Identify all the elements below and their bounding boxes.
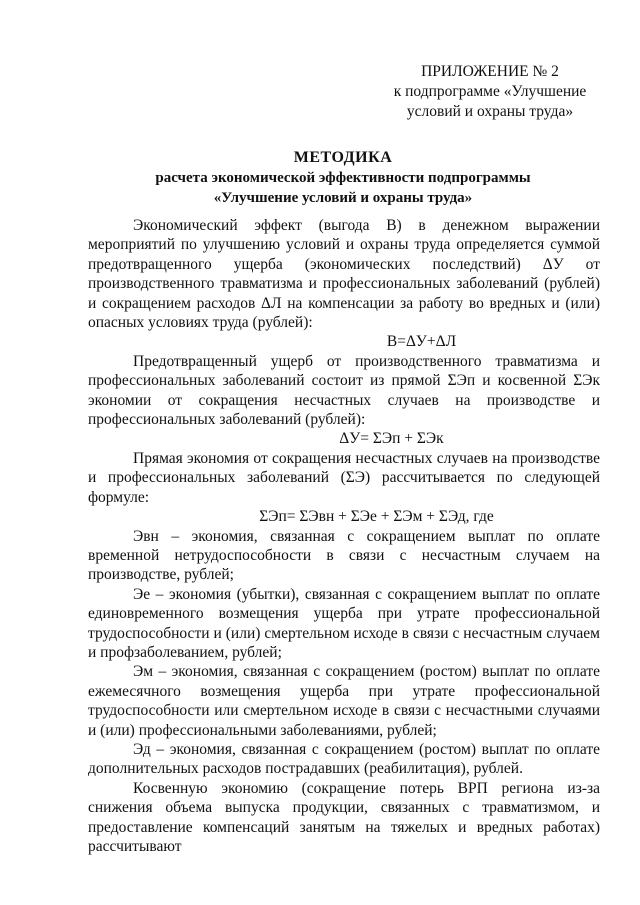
definition-ee: Эе – экономия (убытки), связанная с сокращением выплат по оплате единовременного возмещения ущерба при утрате профессиональной трудоспособности и (или) смертельном исходе в связи с несчастным случаем и профзаболеванием, рублей; (88, 585, 600, 661)
formula-prevented-damage: ΔУ= ΣЭп + ΣЭк (339, 430, 444, 448)
definition-ed: Эд – экономия, связанная с сокращением (ростом) выплат по оплате дополнительных расходов пострадавших (реабилитация), рублей. (88, 740, 600, 778)
document-title (86, 148, 600, 208)
paragraph-economic-effect: Экономический эффект (выгода В) в денежном выражении мероприятий по улучшению условий и охраны труда определяется суммой предотвращенного ущерба (экономических последствий) ΔУ от производственного травматизма и профессиональных заболеваний (рублей) и сокращением расходов ΔЛ на компенсации за работу во вредных и (или) опасных условиях труда (рублей): (88, 217, 600, 332)
paragraph-indirect-savings: Косвенную экономию (сокращение потерь ВРП региона из-за снижения объема выпуска продукции, связанных с травматизмом, и предоставление компенсаций занятым на тяжелых и вредных работах) рассчитывают (88, 779, 600, 855)
formula-direct-savings: ΣЭп= ΣЭвн + ΣЭе + ΣЭм + ΣЭд, где (259, 508, 494, 526)
definition-evn: Эвн – экономия, связанная с сокращением выплат по оплате временной нетрудоспособности в связи с несчастным случаем на производстве, рублей; (88, 527, 600, 584)
paragraph-direct-savings: Прямая экономия от сокращения несчастных случаев на производстве и профессиональных заболеваний (ΣЭ) рассчитывается по следующей формуле: (88, 449, 600, 506)
title-main: МЕТОДИКА (293, 149, 393, 166)
appendix-reference-line-1: к подпрограмме «Улучшение (393, 83, 587, 100)
title-subtitle-1: расчета экономической эффективности подпрограммы (155, 170, 531, 186)
formula-benefit: В=ΔУ+ΔЛ (386, 333, 457, 351)
title-subtitle-2: «Улучшение условий и охраны труда» (213, 190, 473, 206)
appendix-reference-line-2: условий и охраны труда» (406, 103, 574, 120)
appendix-number: ПРИЛОЖЕНИЕ № 2 (421, 63, 559, 80)
appendix-header (380, 62, 600, 122)
document-body (88, 216, 600, 856)
paragraph-prevented-damage: Предотвращенный ущерб от производственного травматизма и профессиональных заболеваний состоит из прямой ΣЭп и косвенной ΣЭк экономии от сокращения несчастных случаев на производстве и профессиональных заболеваний (рублей): (88, 352, 600, 429)
definition-em: Эм – экономия, связанная с сокращением (ростом) выплат по оплате ежемесячного возмещения ущерба при утрате профессиональной трудоспособности или смертельном исходе в связи с несчастными случаями и (или) профессиональными заболеваниями, рублей; (88, 663, 600, 739)
